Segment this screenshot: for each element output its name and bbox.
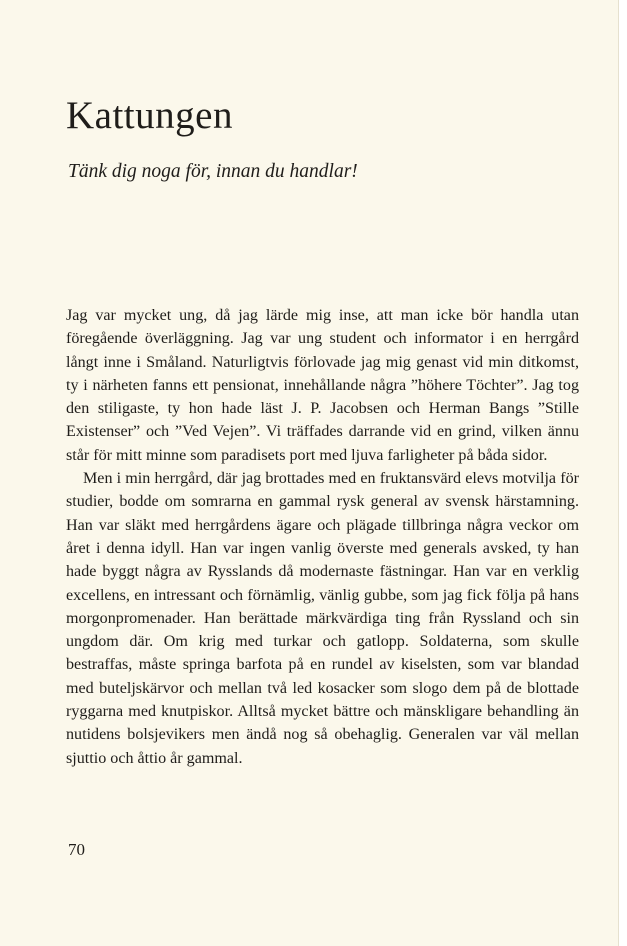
- paragraph-1: Jag var mycket ung, då jag lärde mig inse, att man icke bör handla utan föregående överläggning. Jag var ung student och informator i en herrgård långt inne i Småland. Naturligtvis förlovade jag mig genast vid min ditkomst, ty i närheten fanns ett pensionat, innehållande några ”höhere Töchter”. Jag tog den stiligaste, ty hon hade läst J. P. Jacobsen och Herman Bangs ”Stille Existenser” och ”Ved Vejen”. Vi träffades darrande vid en grind, vilken ännu står för mitt minne som paradisets port med ljuva farligheter på båda sidor.: [66, 307, 579, 464]
- page-number: 70: [68, 840, 85, 859]
- paragraph-2: Men i min herrgård, där jag brottades med en fruktansvärd elevs motvilja för studier, bodde om somrarna en gammal rysk general av svensk härstamning. Han var släkt med herrgårdens ägare och plägade tillbringa några veckor om året i denna idyll. Han var ingen vanlig överste med generals avsked, ty han hade byggt några av Rysslands då modernaste fästningar. Han var en verklig excellens, en intressant och förnämlig, vänlig gubbe, som jag fick följa på hans morgonpromenader. Han berättade märkvärdiga ting från Ryssland och sin ungdom där. Om krig med turkar och gatlopp. Soldaterna, som skulle bestraffas, måste springa barfota på en rundel av kiselsten, som var blandad med buteljskärvor och mellan två led kosacker som slogo dem på de blottade ryggarna med knutpiskor. Alltså mycket bättre och mänskligare behandling än nutidens bolsjevikers men ändå nog så obehaglig. Generalen var väl mellan sjuttio och åttio år gammal.: [66, 470, 579, 767]
- body-text: [66, 304, 579, 770]
- chapter-epigraph: Tänk dig noga för, innan du handlar!: [68, 161, 358, 182]
- chapter-title: Kattungen: [66, 94, 233, 137]
